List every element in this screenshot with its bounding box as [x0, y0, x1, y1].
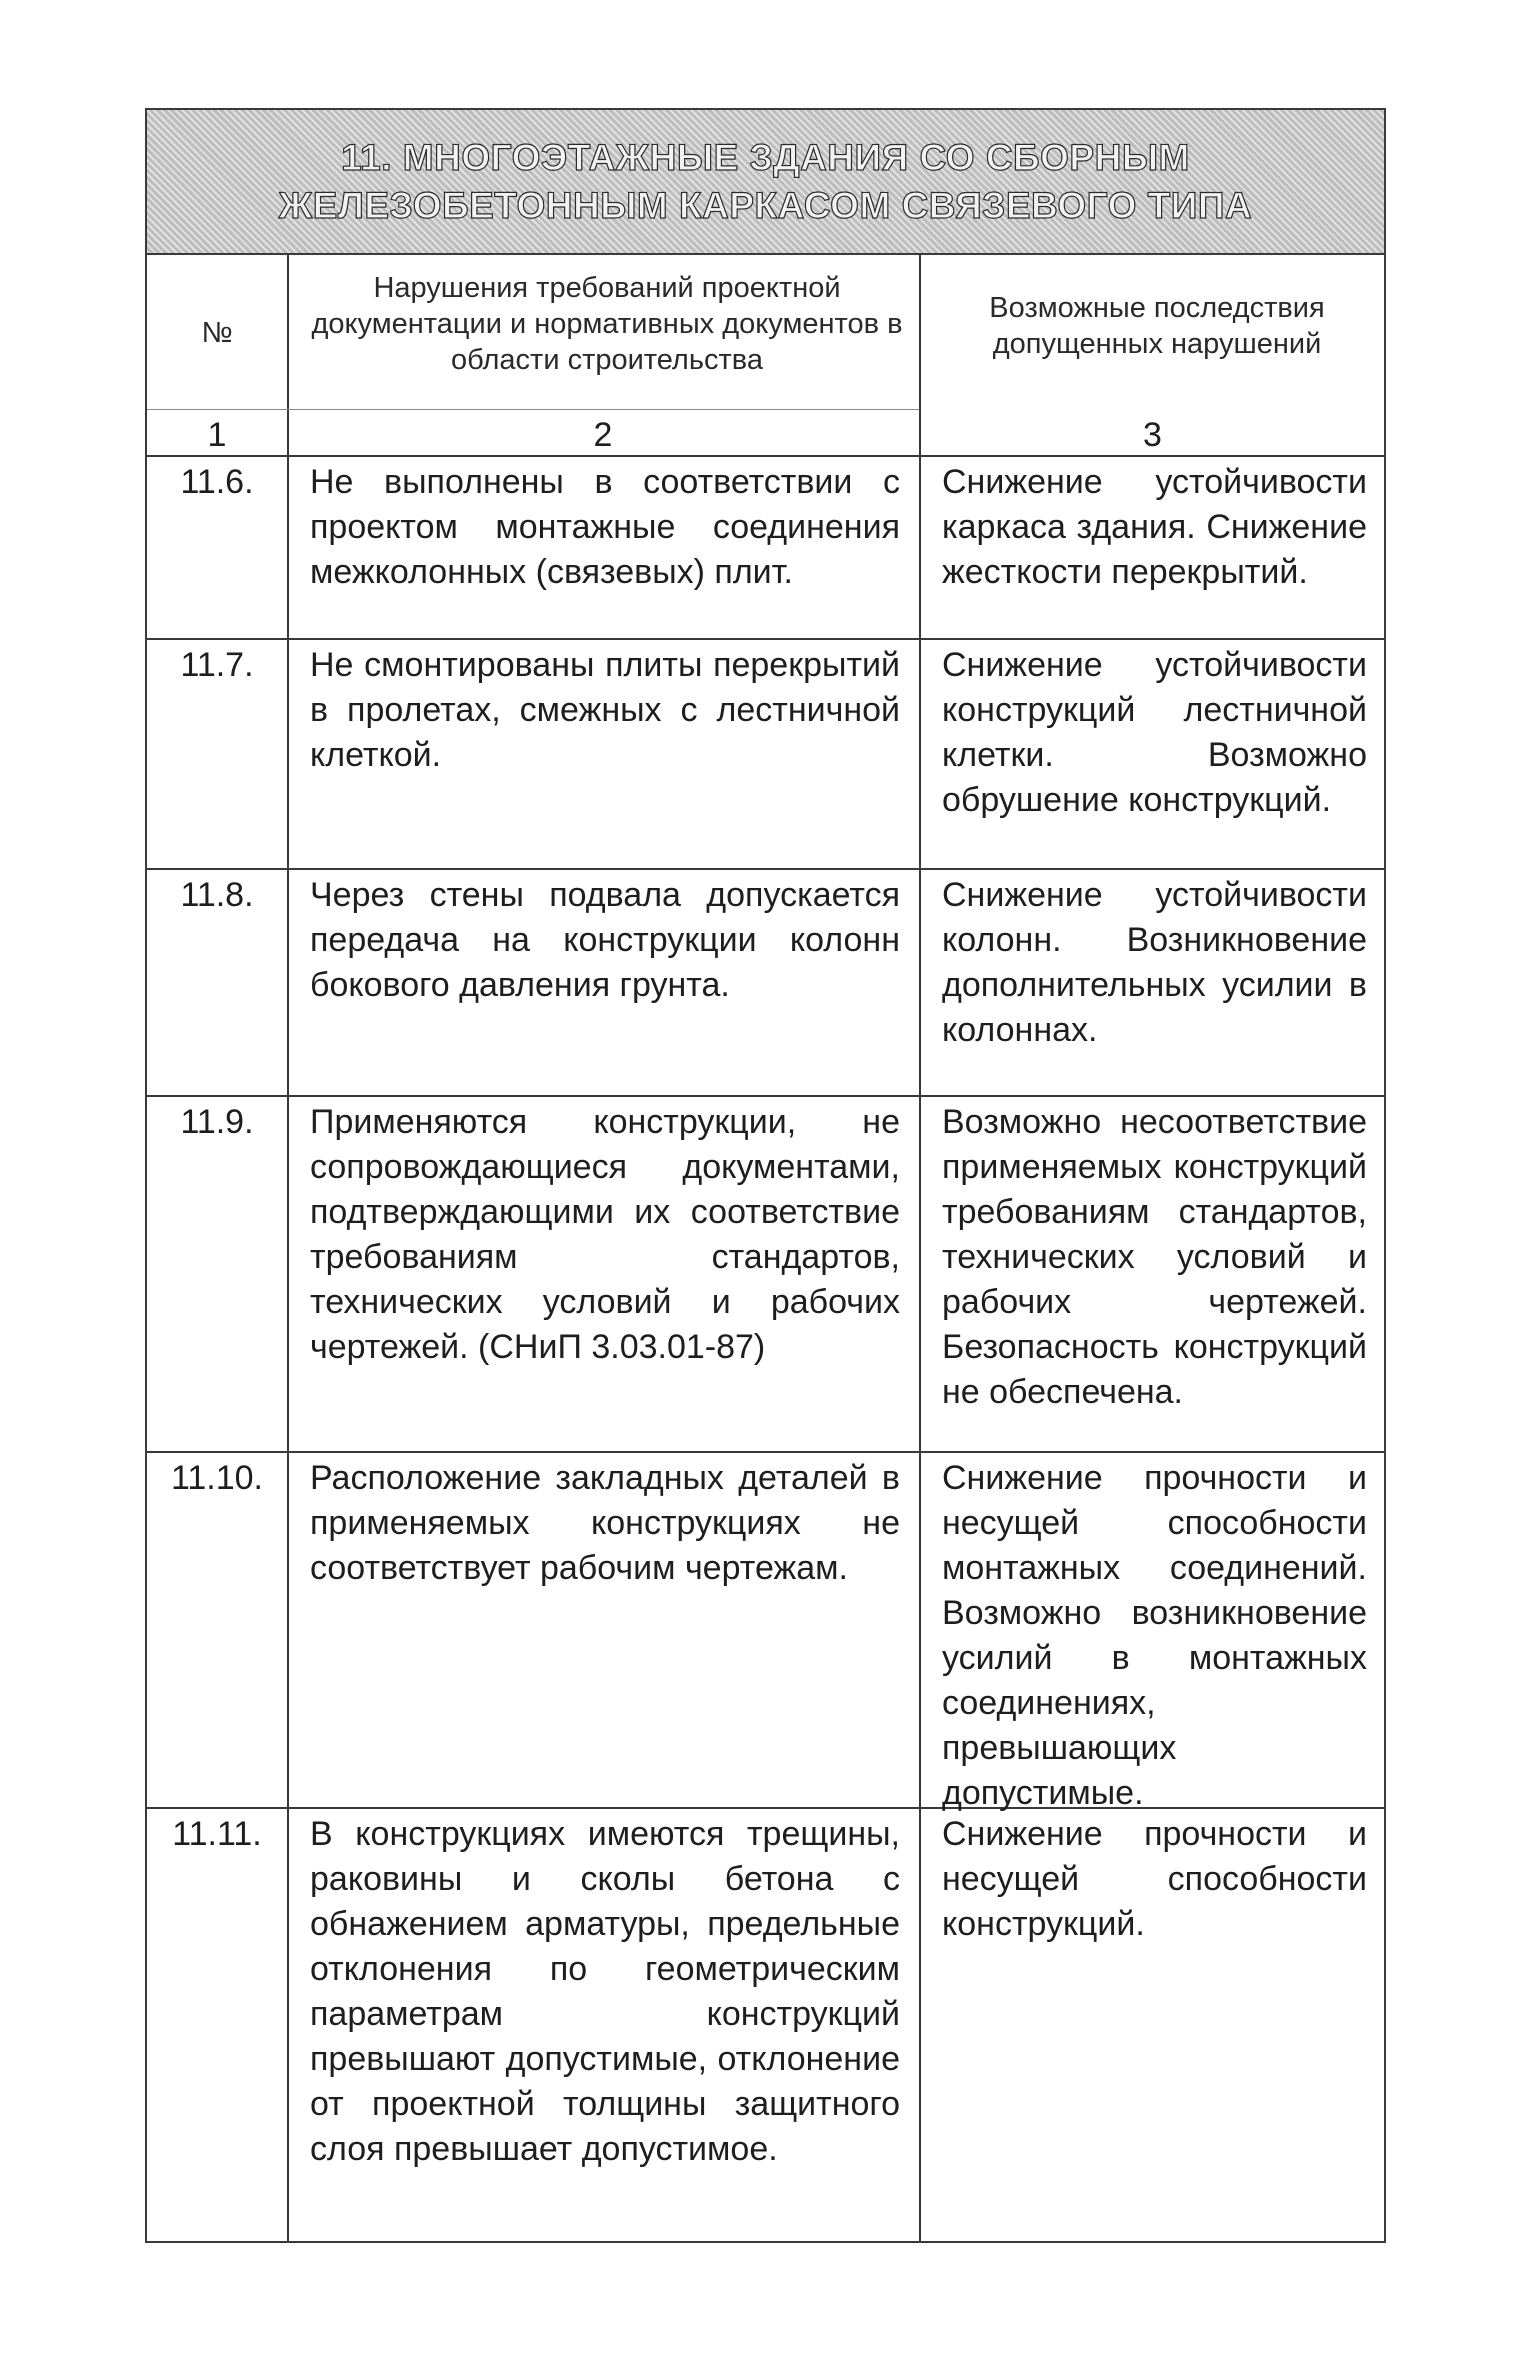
row-number: 11.7. — [180, 646, 254, 684]
col-divider-2 — [919, 255, 921, 2241]
violation-cell: Расположение закладных деталей в применяемых конструкциях не соответствует рабочим чертежам. — [310, 1459, 900, 1587]
row-divider-4 — [147, 1451, 1384, 1453]
header-consequences: Возможные последствия допущенных нарушений — [989, 292, 1325, 360]
consequence-cell: Снижение устойчивости каркаса здания. Снижение жесткости перекрытий. — [942, 463, 1367, 591]
consequence-cell: Снижение устойчивости колонн. Возникновение дополнительных усилии в колоннах. — [942, 876, 1367, 1049]
header-violations: Нарушения требований проектной документации и нормативных документов в области строительства — [311, 272, 903, 376]
column-number-3: 3 — [1143, 416, 1162, 454]
header-number: № — [201, 317, 233, 349]
column-number-2: 2 — [593, 416, 613, 454]
row-divider-3 — [147, 1095, 1384, 1097]
consequence-cell: Снижение прочности и несущей способности монтажных соединений. Возможно возникновение усилий в монтажных соединениях, превышающих допустимые. — [942, 1459, 1367, 1812]
row-divider-header — [147, 455, 1384, 457]
consequence-cell: Снижение прочности и несущей способности конструкций. — [942, 1815, 1367, 1943]
row-number: 11.8. — [180, 876, 254, 914]
header-number-divider — [147, 409, 919, 410]
violation-cell: В конструкциях имеются трещины, раковины и сколы бетона с обнажением арматуры, предельные отклонения по геометрическим параметрам конструкций превышают допустимые, отклонение от проектной толщины защитного слоя превышает допустимое. — [310, 1815, 900, 2168]
violation-cell: Не выполнены в соответствии с проектом монтажные соединения межколонных (связевых) плит. — [310, 463, 900, 591]
consequence-cell: Возможно несоответствие применяемых конструкций требованиям стандартов, технических условий и рабочих чертежей. Безопасность конструкций не обеспечена. — [942, 1103, 1367, 1411]
row-number: 11.6. — [180, 463, 254, 501]
section-title-band — [147, 110, 1384, 255]
row-number: 11.10. — [170, 1459, 263, 1497]
consequence-cell: Снижение устойчивости конструкций лестничной клетки. Возможно обрушение конструкций. — [942, 646, 1367, 819]
column-number-1: 1 — [207, 416, 227, 454]
row-number: 11.11. — [172, 1815, 262, 1853]
table-frame — [145, 108, 1386, 2243]
row-number: 11.9. — [180, 1103, 254, 1141]
violation-cell: Через стены подвала допускается передача на конструкции колонн бокового давления грунта. — [310, 876, 900, 1004]
violation-cell: Не смонтированы плиты перекрытий в пролетах, смежных с лестничной клеткой. — [310, 646, 900, 774]
section-title: 11. МНОГОЭТАЖНЫЕ ЗДАНИЯ СО СБОРНЫМ ЖЕЛЕЗОБЕТОННЫМ КАРКАСОМ СВЯЗЕВОГО ТИПА — [278, 136, 1253, 226]
col-divider-1 — [287, 255, 289, 2241]
row-divider-2 — [147, 868, 1384, 870]
violation-cell: Применяются конструкции, не сопровождающиеся документами, подтверждающими их соответствие требованиям стандартов, технических условий и рабочих чертежей. (СНиП 3.03.01-87) — [310, 1103, 900, 1366]
row-divider-1 — [147, 638, 1384, 640]
